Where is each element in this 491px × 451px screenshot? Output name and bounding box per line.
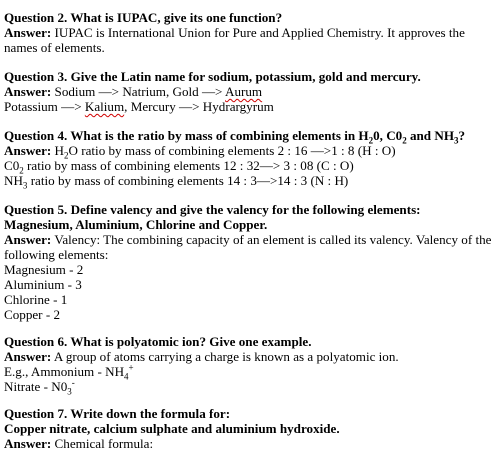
answer-text: IUPAC is International Union for Pure and Applied Chemistry. It approves the: [51, 25, 465, 40]
answer-text: Valency: The combining capacity of an element is called its valency. Valency of the: [51, 232, 491, 247]
superscript: +: [128, 362, 134, 373]
answer-text: A group of atoms carrying a charge is known as a polyatomic ion.: [51, 349, 399, 364]
question-5-answer-line-2: following elements:: [4, 247, 109, 262]
question-text: ?: [458, 128, 466, 143]
latin-name-kalium: Kalium: [84, 99, 125, 114]
answer-text: O ratio by mass of combining elements 2 : 16 —>1 : 8 (H : O): [68, 143, 396, 158]
answer-text: H: [51, 143, 65, 158]
answer-text: C0: [4, 158, 20, 173]
answer-text: ratio by mass of combining elements 12 : 32—> 3 : 08 (C : O): [23, 158, 354, 173]
valency-item: Copper - 2: [4, 307, 61, 322]
question-6-answer-line-3: [4, 377, 75, 397]
answer-text: E.g., Ammonium - NH: [4, 364, 125, 379]
question-5-answer-line-1: [4, 232, 491, 247]
question-6-answer-line-1: [4, 349, 399, 364]
valency-item: Aluminium - 3: [4, 277, 82, 292]
question-3-heading: Question 3. Give the Latin name for sodium, potassium, gold and mercury.: [4, 69, 421, 84]
question-7-answer-line-1: [4, 436, 153, 451]
answer-label: Answer:: [4, 436, 52, 451]
question-4-answer-line-1: [4, 143, 396, 161]
subscript: 2: [19, 165, 24, 176]
answer-text: Sodium —> Natrium, Gold —>: [51, 84, 225, 99]
subscript: 2: [64, 150, 69, 161]
question-5-heading-line-2: Magnesium, Aluminium, Chlorine and Copper.: [4, 217, 268, 232]
subscript: 2: [368, 135, 374, 146]
question-text: Question 4. What is the ratio by mass of combining elements in H: [4, 128, 369, 143]
answer-text: NH: [4, 173, 23, 188]
question-3-answer-line-2: [4, 99, 274, 114]
answer-text: Nitrate - N0: [4, 379, 68, 394]
subscript: 4: [124, 371, 129, 382]
answer-label: Answer:: [4, 349, 52, 364]
latin-name-aurum: Aurum: [225, 84, 263, 99]
answer-text: , Mercury —> Hydrargyrum: [124, 99, 274, 114]
answer-label: Answer:: [4, 84, 52, 99]
question-5-heading-line-1: Question 5. Define valency and give the valency for the following elements:: [4, 202, 421, 217]
question-6-answer-line-2: [4, 362, 134, 382]
question-2-heading: Question 2. What is IUPAC, give its one function?: [4, 10, 283, 25]
subscript: 3: [67, 386, 72, 397]
question-2-answer-line-1: [4, 25, 465, 40]
subscript: 3: [22, 180, 28, 191]
question-4-answer-line-2: [4, 158, 354, 176]
question-2-answer-line-2: names of elements.: [4, 40, 105, 55]
question-7-heading-line-2: Copper nitrate, calcium sulphate and aluminium hydroxide.: [4, 421, 340, 436]
valency-item: Magnesium - 2: [4, 262, 84, 277]
question-text: 0, C0: [373, 128, 403, 143]
answer-text: Potassium —>: [4, 99, 85, 114]
answer-text: ratio by mass of combining elements 14 : 3—>14 : 3 (N : H): [27, 173, 349, 188]
question-7-heading-line-1: Question 7. Write down the formula for:: [4, 406, 231, 421]
superscript: -: [71, 377, 75, 388]
subscript: 2: [402, 135, 407, 146]
question-4-heading: [4, 128, 466, 146]
answer-label: Answer:: [4, 25, 52, 40]
question-text: and NH: [406, 128, 455, 143]
question-3-answer-line-1: [4, 84, 262, 99]
answer-label: Answer:: [4, 143, 52, 158]
subscript: 3: [454, 135, 459, 146]
answer-label: Answer:: [4, 232, 52, 247]
question-4-answer-line-3: [4, 173, 349, 191]
answer-text: Chemical formula:: [51, 436, 154, 451]
question-6-heading: Question 6. What is polyatomic ion? Give one example.: [4, 334, 312, 349]
valency-item: Chlorine - 1: [4, 292, 68, 307]
